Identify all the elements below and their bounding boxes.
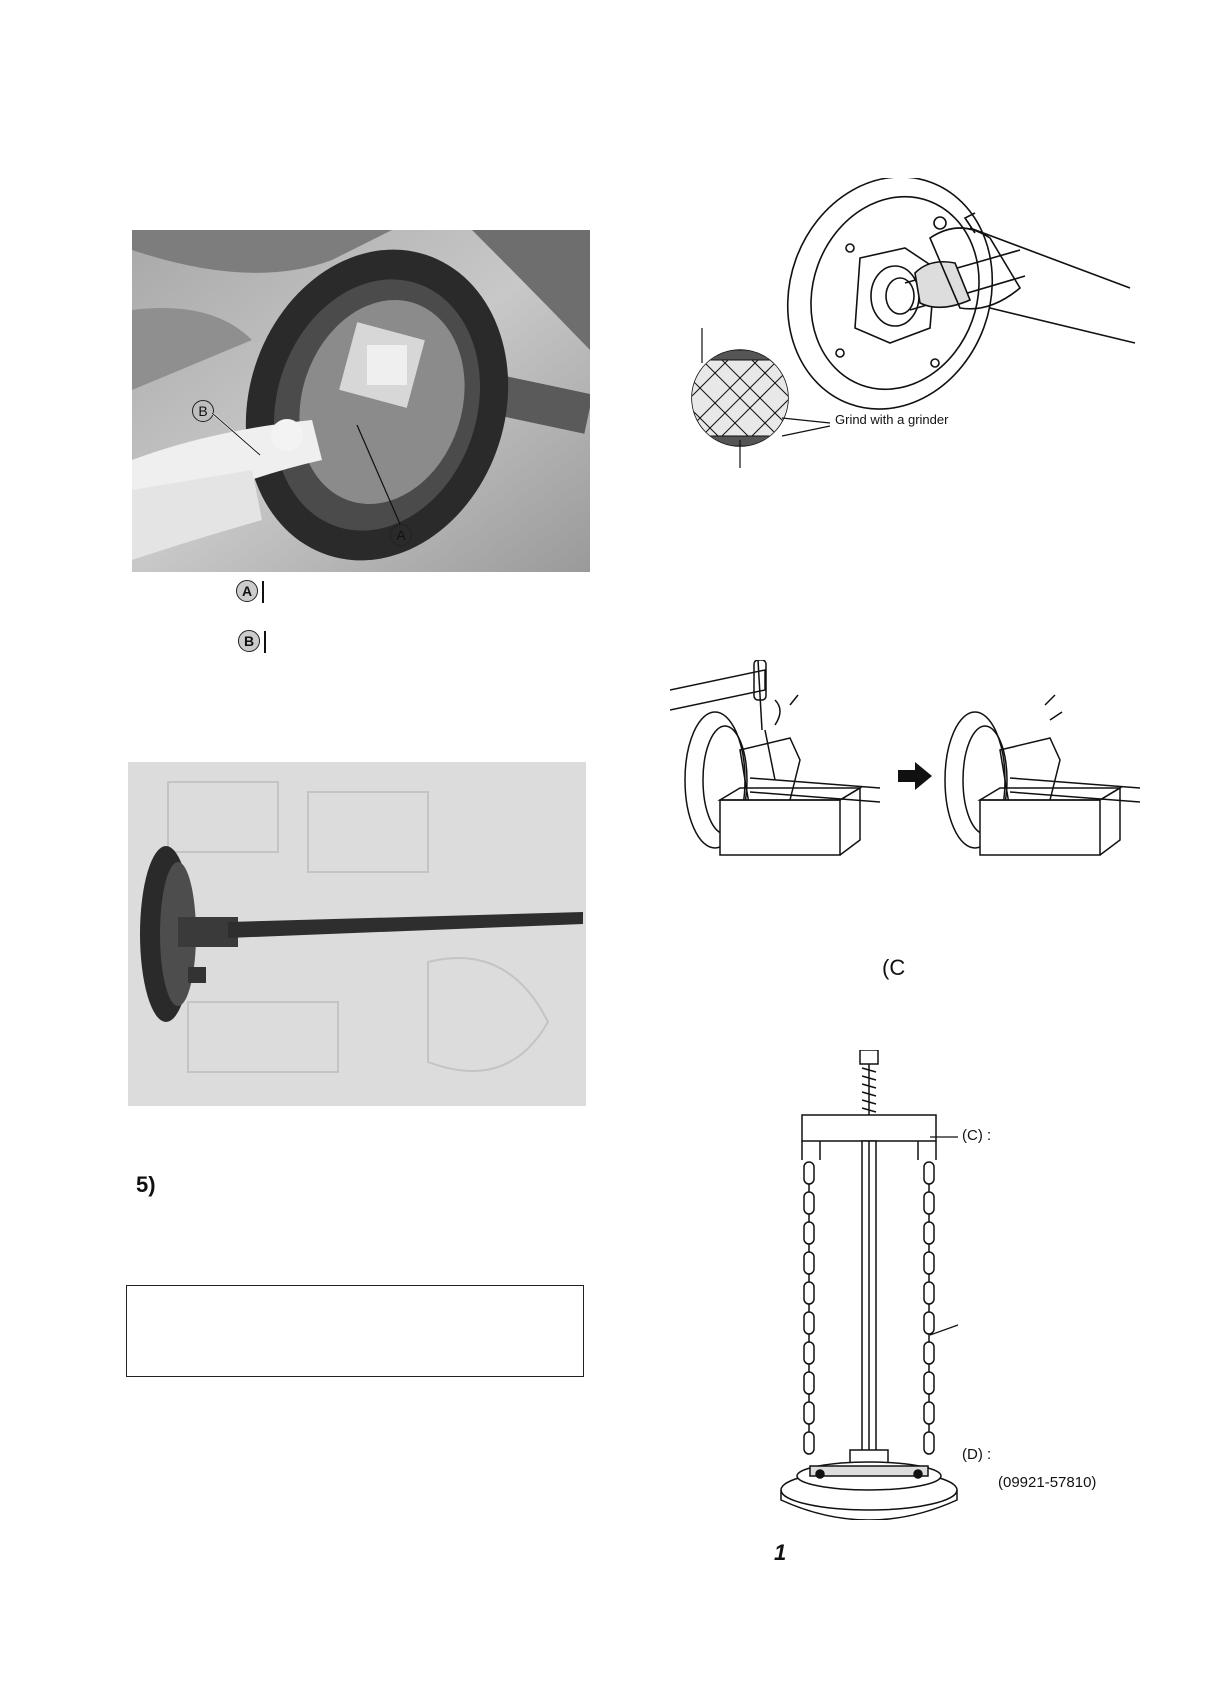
brake-photo xyxy=(132,230,590,572)
legend-a xyxy=(236,580,264,603)
puller-caption-fragment: (C xyxy=(882,955,906,980)
step-number: 5) xyxy=(136,1172,156,1197)
note-box xyxy=(126,1285,584,1377)
label-d: (D) : xyxy=(962,1446,992,1463)
grinder-callout: Grind with a grinder xyxy=(835,412,949,427)
marker-a: A xyxy=(390,524,412,546)
marker-b: B xyxy=(192,400,214,422)
legend-a-marker: A xyxy=(236,580,258,602)
chisel-figure xyxy=(670,660,1140,870)
axle-shaft-photo xyxy=(128,762,586,1106)
legend-b-marker: B xyxy=(238,630,260,652)
puller-leaders xyxy=(930,1125,960,1345)
part-number: (09921-57810) xyxy=(998,1474,1097,1491)
label-c: (C) : xyxy=(962,1127,992,1144)
page-number: 1 xyxy=(774,1540,787,1565)
legend-b xyxy=(238,630,266,653)
grinder-figure xyxy=(690,178,1140,478)
